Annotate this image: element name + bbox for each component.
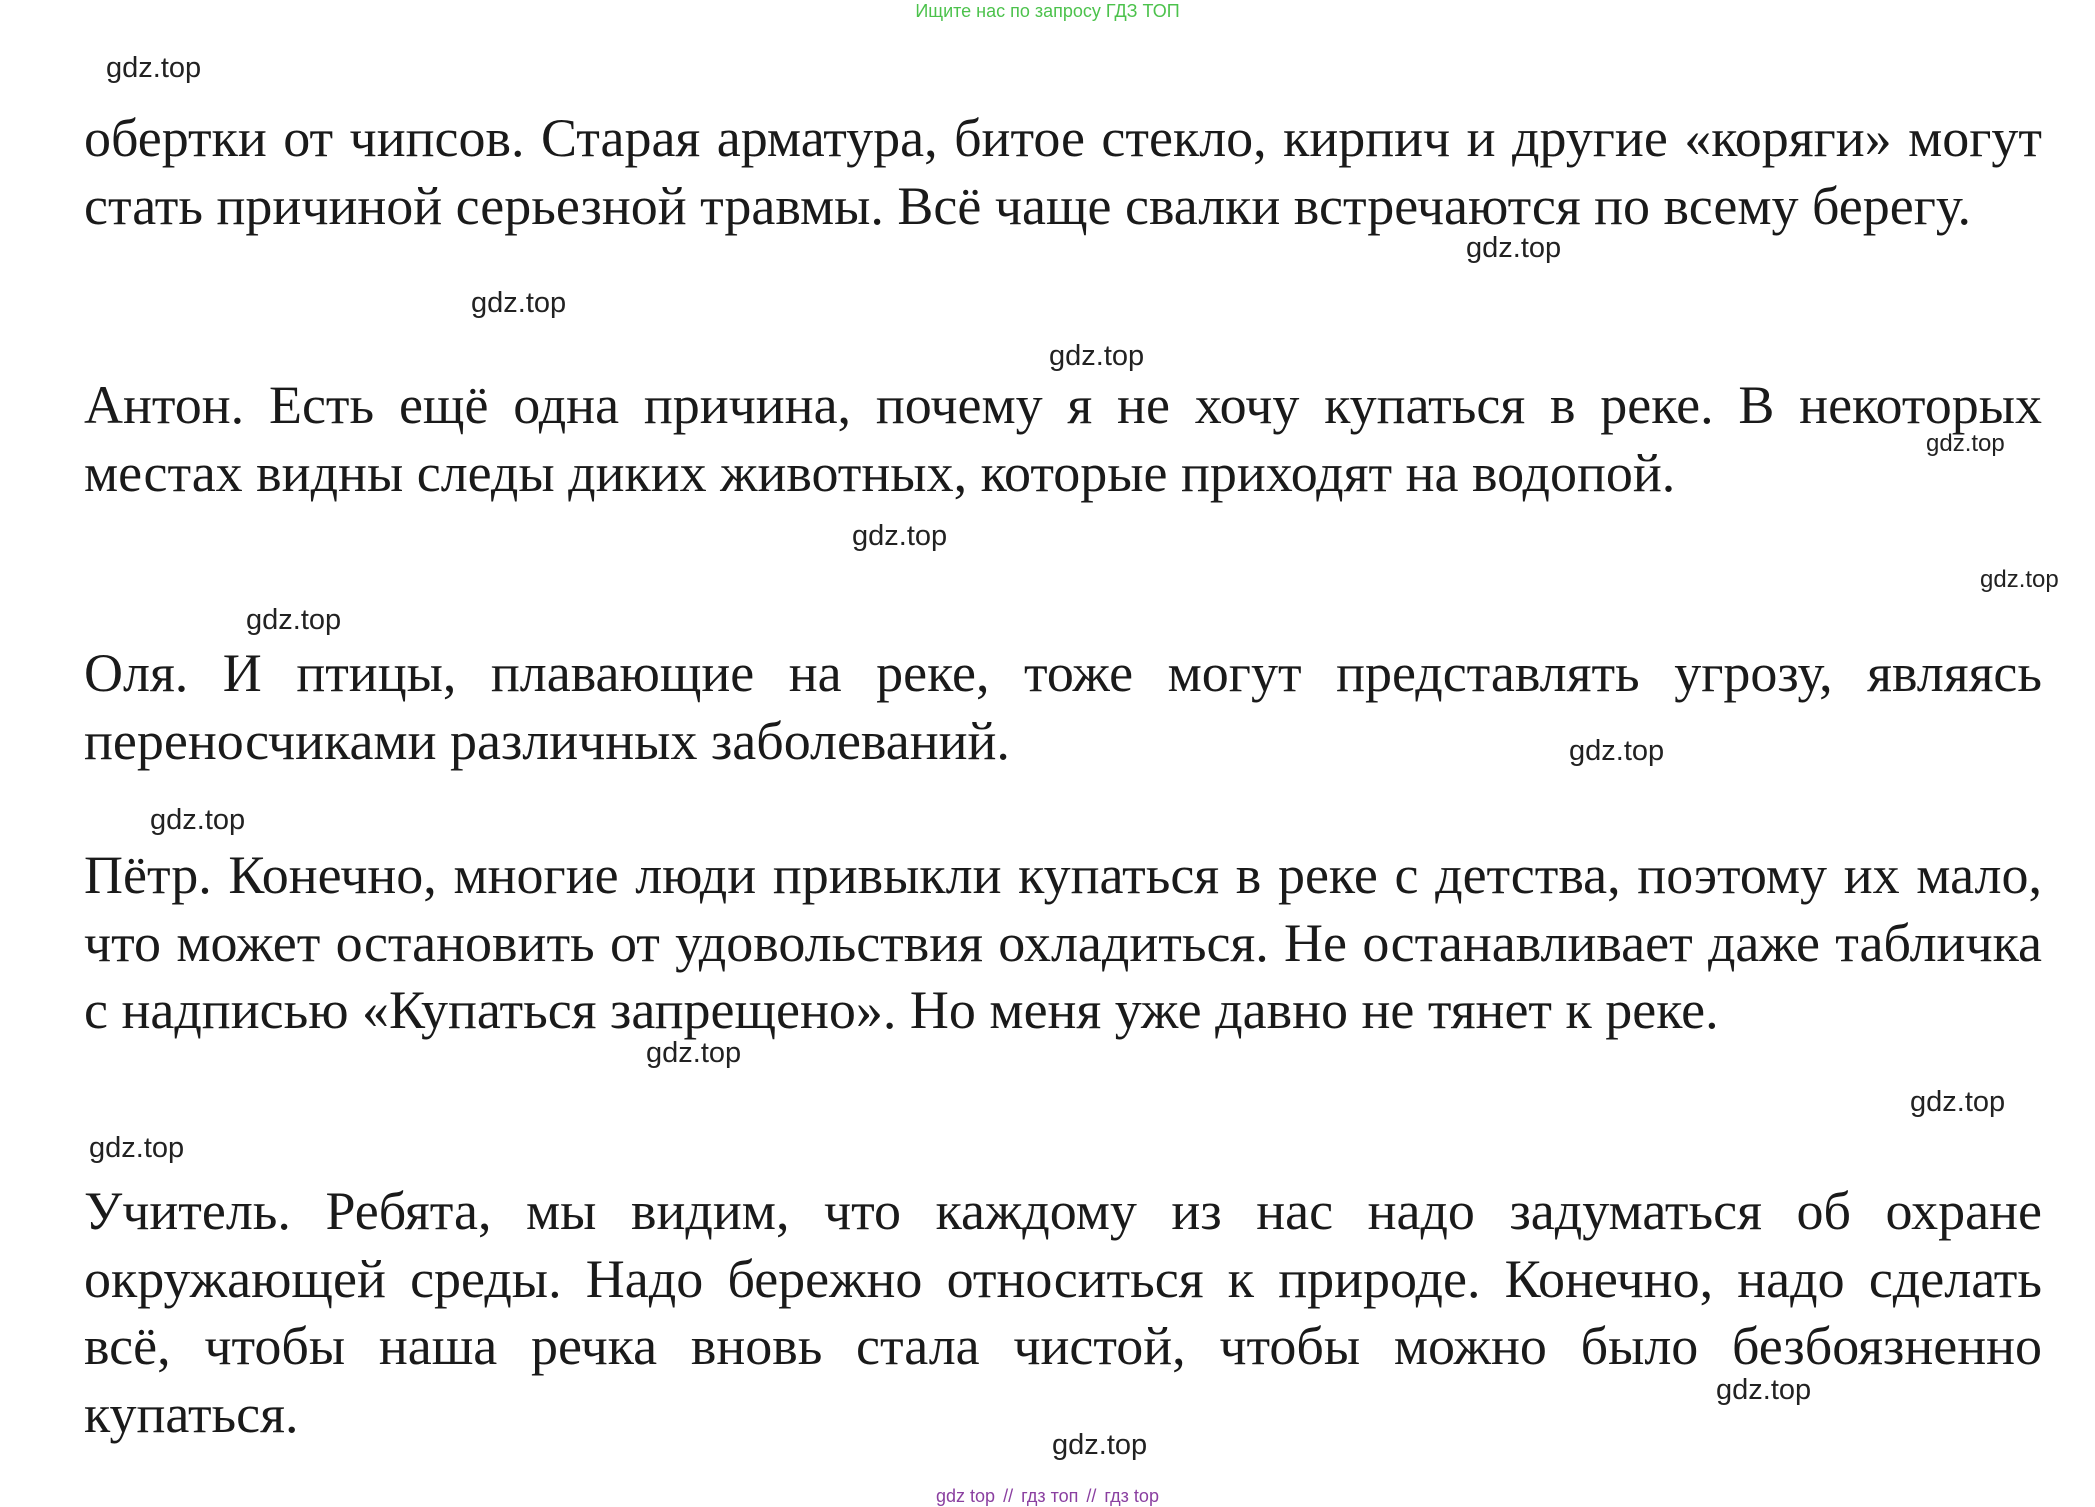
watermark: gdz.top: [646, 1037, 742, 1069]
watermark: gdz.top: [1049, 340, 1145, 372]
footer-separator: //: [1003, 1486, 1014, 1506]
watermark: gdz.top: [89, 1132, 185, 1164]
watermark: gdz.top: [246, 604, 342, 636]
watermark: gdz.top: [1910, 1086, 2006, 1118]
paragraph-intro: обертки от чипсов. Старая арматура, битое стекло, кирпич и другие «коряги» могут стать причиной серьезной травмы. Всё чаще свалки встречаются по всему берегу.: [84, 108, 2042, 236]
watermark: gdz.top: [1716, 1374, 1812, 1406]
watermark: gdz.top: [106, 52, 202, 84]
watermark: gdz.top: [1466, 232, 1562, 264]
watermark: gdz.top: [471, 287, 567, 319]
paragraph-anton: Антон. Есть ещё одна причина, почему я не хочу купаться в реке. В некоторых местах видны следы диких животных, которые приходят на водопой.: [84, 375, 2042, 503]
watermark: gdz.top: [1926, 430, 2005, 457]
footer-links: [0, 1486, 2095, 1507]
watermark: gdz.top: [1052, 1429, 1148, 1461]
watermark: gdz.top: [1569, 735, 1665, 767]
footer-link-gdz-top[interactable]: gdz top: [936, 1486, 996, 1506]
search-banner: Ищите нас по запросу ГДЗ ТОП: [915, 1, 1180, 21]
watermark: gdz.top: [852, 520, 948, 552]
paragraph-teacher: Учитель. Ребята, мы видим, что каждому из нас надо задуматься об охране окружающей среды. Надо бережно относиться к природе. Конечно, надо сделать всё, чтобы наша речка вновь стала чистой, чтобы можно было безбоязненно купаться.: [84, 1181, 2042, 1444]
paragraph-olya: Оля. И птицы, плавающие на реке, тоже могут представлять угрозу, являясь переносчиками различных заболеваний.: [84, 643, 2042, 771]
footer-link-gdz-top-ru[interactable]: гдз топ: [1021, 1486, 1079, 1506]
paragraph-petr: Пётр. Конечно, многие люди привыкли купаться в реке с детства, поэтому их мало, что может остановить от удовольствия охладиться. Не останавливает даже табличка с надписью «Купаться запрещено». Но меня уже давно не тянет к реке.: [84, 845, 2042, 1040]
footer-separator: //: [1086, 1486, 1097, 1506]
watermark: gdz.top: [150, 804, 246, 836]
footer-link-gdz-top-mixed[interactable]: гдз top: [1104, 1486, 1159, 1506]
watermark: gdz.top: [1980, 566, 2059, 593]
